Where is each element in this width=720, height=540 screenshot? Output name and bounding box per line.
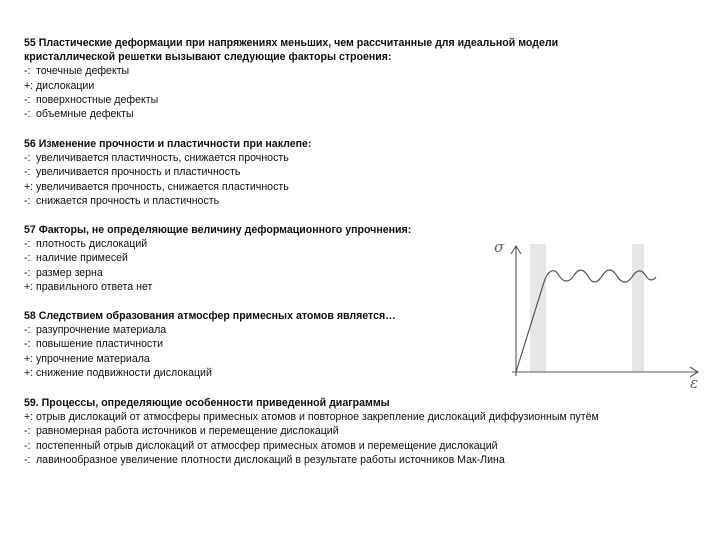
stress-strain-diagram — [486, 232, 710, 390]
answer-mark: +: — [24, 366, 34, 379]
question-55 — [24, 36, 694, 121]
answer-text: увеличивается прочность, снижается пластичность — [36, 180, 289, 193]
answer-mark: -: — [24, 439, 31, 452]
y-axis-label: σ — [494, 238, 505, 256]
answer-mark: -: — [24, 238, 31, 251]
answer-mark: -: — [24, 194, 31, 207]
answer-text: увеличивается прочность и пластичность — [36, 166, 241, 179]
answer-option — [24, 93, 694, 107]
answer-text: разупрочнение материала — [36, 324, 167, 337]
answer-mark: -: — [24, 252, 31, 265]
answer-mark: -: — [24, 425, 31, 438]
question-title-continued: кристаллической решетки вызывают следующие факторы строения: — [24, 51, 392, 64]
answer-option — [24, 64, 694, 78]
answer-mark: -: — [24, 338, 31, 351]
answer-mark: +: — [24, 411, 34, 424]
answer-text: поверхностные дефекты — [36, 93, 159, 106]
answer-option — [24, 439, 694, 453]
answer-mark: -: — [24, 65, 31, 78]
answer-text: повышение пластичности — [36, 338, 164, 351]
answer-text: плотность дислокаций — [36, 238, 148, 251]
answer-mark: -: — [24, 152, 31, 165]
answer-text: объемные дефекты — [36, 108, 134, 121]
answer-text: снижается прочность и пластичность — [36, 194, 220, 207]
answer-text: упрочнение материала — [36, 352, 150, 365]
answer-option — [24, 453, 694, 467]
answer-text: точечные дефекты — [36, 65, 130, 78]
answer-text: правильного ответа нет — [36, 280, 153, 293]
answer-mark: +: — [24, 352, 34, 365]
answer-mark: -: — [24, 166, 31, 179]
question-title: 58 Следствием образования атмосфер примесных атомов является… — [24, 310, 396, 322]
answer-mark: -: — [24, 108, 31, 121]
answer-option — [24, 180, 694, 194]
question-title: 56 Изменение прочности и пластичности при наклепе: — [24, 138, 312, 150]
answer-text: постепенный отрыв дислокаций от атмосфер примесных атомов и перемещение дислокаций — [36, 439, 498, 452]
answer-option — [24, 194, 694, 208]
answer-text: снижение подвижности дислокаций — [36, 366, 212, 379]
answer-text: наличие примесей — [36, 252, 128, 265]
answer-mark: -: — [24, 324, 31, 337]
question-title: 57 Факторы, не определяющие величину деформационного упрочнения: — [24, 224, 412, 236]
answer-option — [24, 107, 694, 121]
answer-option — [24, 151, 694, 165]
question-title: 55 Пластические деформации при напряжениях меньших, чем рассчитанные для идеальной модели — [24, 37, 559, 49]
question-title: 59. Процессы, определяющие особенности приведенной диаграммы — [24, 397, 390, 409]
answer-mark: +: — [24, 280, 34, 293]
answer-text: отрыв дислокаций от атмосферы примесных атомов и повторное закрепление дислокаций диффузионным путём — [36, 411, 599, 424]
answer-mark: +: — [24, 79, 34, 92]
answer-mark: +: — [24, 180, 34, 193]
answer-option — [24, 410, 694, 424]
shaded-band-right — [632, 244, 644, 372]
answer-text: размер зерна — [36, 266, 103, 279]
answer-option — [24, 424, 694, 438]
answer-mark: -: — [24, 93, 31, 106]
question-56 — [24, 137, 694, 208]
question-59 — [24, 396, 694, 467]
answer-option — [24, 79, 694, 93]
answer-text: лавинообразное увеличение плотности дислокаций в результате работы источников Мак-Лина — [36, 453, 505, 466]
shaded-band-left — [530, 244, 546, 372]
x-axis-label: ε — [690, 374, 699, 390]
answer-mark: -: — [24, 266, 31, 279]
answer-text: дислокации — [36, 79, 95, 92]
answer-text: увеличивается пластичность, снижается прочность — [36, 152, 289, 165]
answer-option — [24, 165, 694, 179]
answer-mark: -: — [24, 453, 31, 466]
answer-text: равномерная работа источников и перемещение дислокаций — [36, 425, 339, 438]
